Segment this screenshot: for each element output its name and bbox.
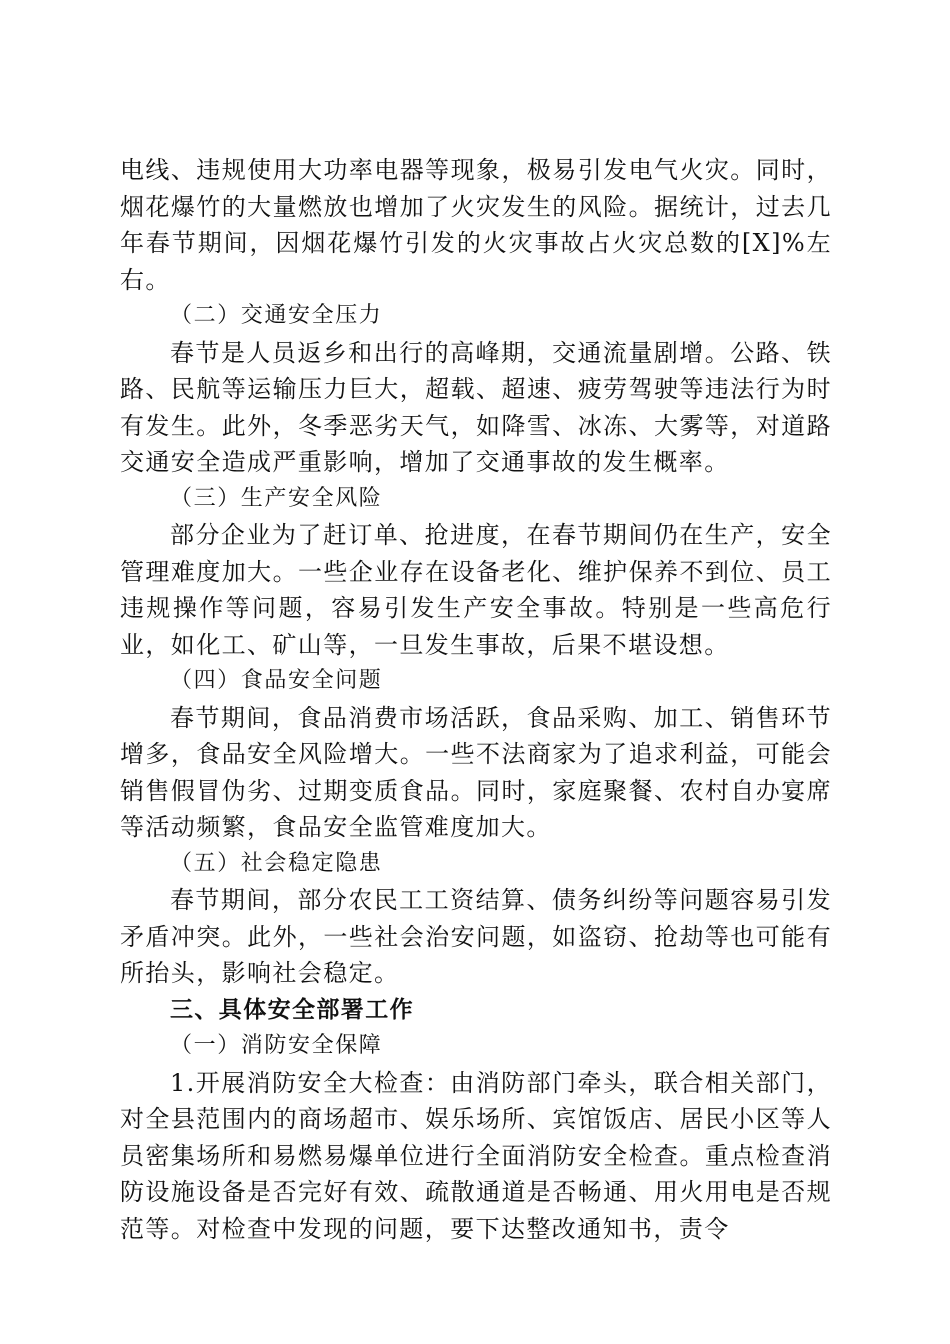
subsection-heading: （一）消防安全保障 bbox=[170, 1033, 383, 1058]
subsection-heading: （二）交通安全压力 bbox=[170, 303, 383, 328]
body-paragraph: 部分企业为了赶订单、抢进度，在春节期间仍在生产，安全管理难度加大。一些企业存在设备老化、维护保养不到位、员工违规操作等问题，容易引发生产安全事故。特别是一些高危行业，如化工、矿山等，一旦发生事故，后果不堪设想。 bbox=[120, 521, 832, 659]
document-page bbox=[120, 152, 832, 1247]
body-paragraph: 电线、违规使用大功率电器等现象，极易引发电气火灾。同时，烟花爆竹的大量燃放也增加了火灾发生的风险。据统计，过去几年春节期间，因烟花爆竹引发的火灾事故占火灾总数的[X]%左右。 bbox=[120, 156, 832, 294]
subsection-heading: （四）食品安全问题 bbox=[170, 668, 383, 693]
body-paragraph: 1.开展消防安全大检查：由消防部门牵头，联合相关部门，对全县范围内的商场超市、娱乐场所、宾馆饭店、居民小区等人员密集场所和易燃易爆单位进行全面消防安全检查。重点检查消防设施设备是否完好有效、疏散通道是否畅通、用火用电是否规范等。对检查中发现的问题，要下达整改通知书，责令 bbox=[120, 1068, 832, 1243]
subsection-heading: （三）生产安全风险 bbox=[170, 485, 383, 511]
section-heading: 三、具体安全部署工作 bbox=[170, 996, 414, 1023]
subsection-heading: （五）社会稳定隐患 bbox=[170, 850, 383, 876]
body-paragraph: 春节期间，食品消费市场活跃，食品采购、加工、销售环节增多，食品安全风险增大。一些不法商家为了追求利益，可能会销售假冒伪劣、过期变质食品。同时，家庭聚餐、农村自办宴席等活动频繁，食品安全监管难度加大。 bbox=[120, 703, 832, 841]
body-paragraph: 春节期间，部分农民工工资结算、债务纠纷等问题容易引发矛盾冲突。此外，一些社会治安问题，如盗窃、抢劫等也可能有所抬头，影响社会稳定。 bbox=[120, 886, 832, 987]
body-paragraph: 春节是人员返乡和出行的高峰期，交通流量剧增。公路、铁路、民航等运输压力巨大，超载、超速、疲劳驾驶等违法行为时有发生。此外，冬季恶劣天气，如降雪、冰冻、大雾等，对道路交通安全造成严重影响，增加了交通事故的发生概率。 bbox=[120, 338, 832, 476]
